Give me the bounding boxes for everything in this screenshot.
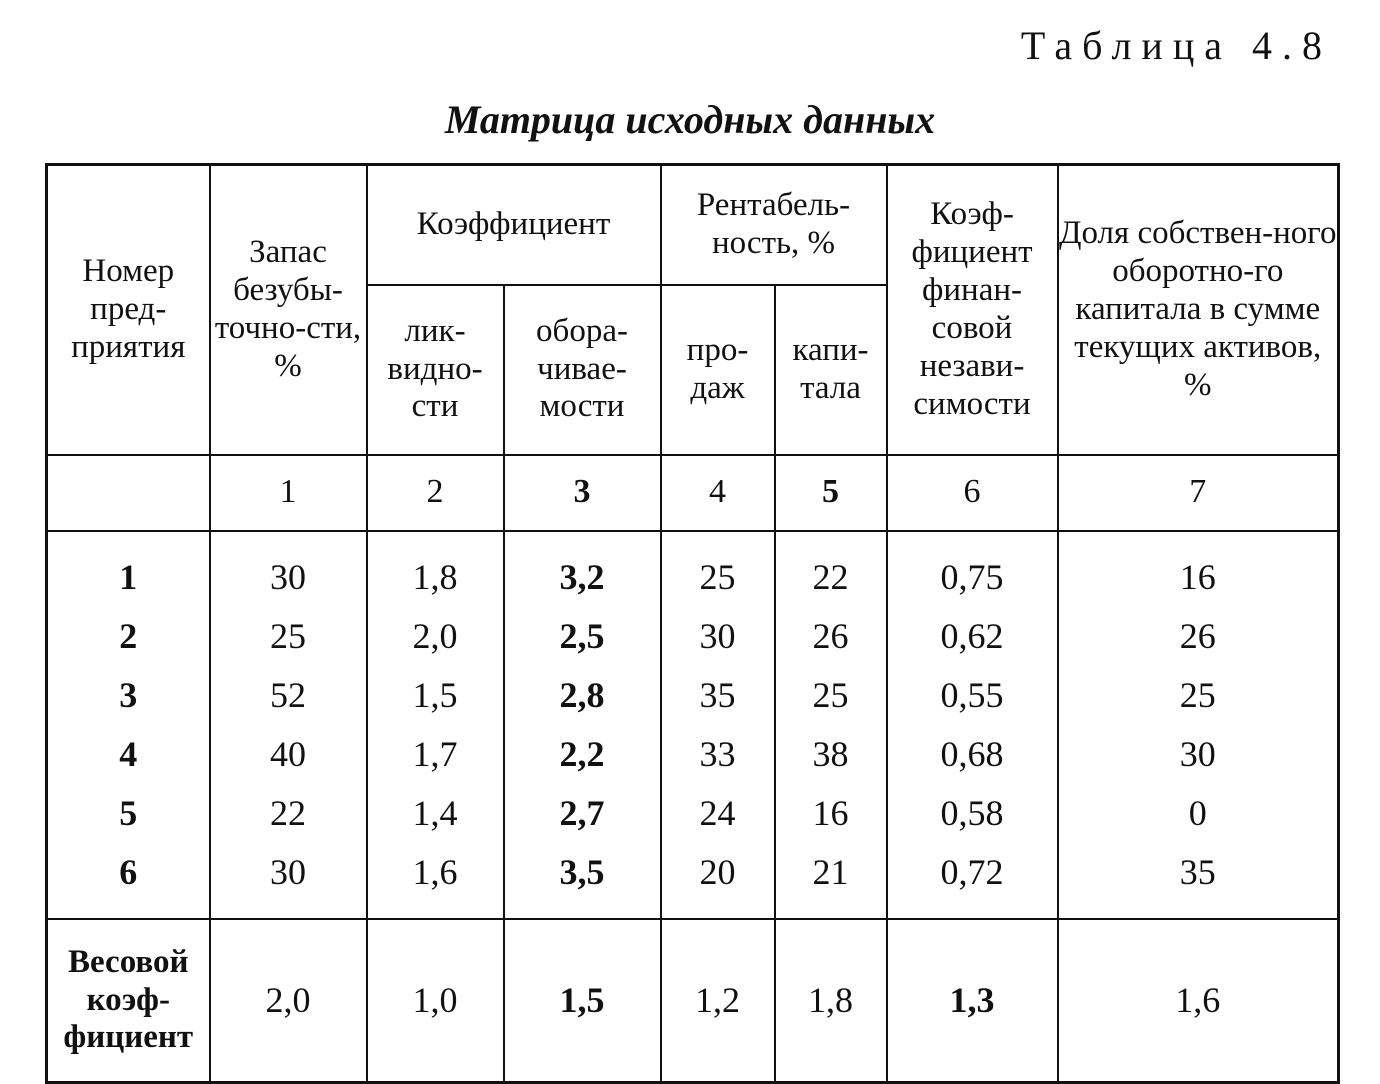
safety-margin-value: 30 [270, 851, 306, 892]
column-number: 5 [775, 455, 887, 531]
column-number-row [47, 455, 1339, 531]
column-number: 1 [210, 455, 367, 531]
liquidity-value: 1,8 [412, 556, 458, 597]
column-number-empty [47, 455, 210, 531]
weight-safety-margin: 2,0 [210, 919, 367, 1083]
safety-margin-values-cell [210, 531, 367, 919]
header-turnover: обора-чивае-мости [504, 285, 661, 455]
header-safety-margin: Запас безубы-точно-сти, % [210, 165, 367, 455]
data-matrix-table [45, 163, 1340, 1084]
turnover-value: 2,8 [559, 674, 605, 715]
independence-values-cell [887, 531, 1058, 919]
own-capital-values-cell [1058, 531, 1339, 919]
sales-values-cell [661, 531, 775, 919]
sales-profitability-value: 33 [699, 733, 736, 774]
column-number: 7 [1058, 455, 1339, 531]
column-number: 6 [887, 455, 1058, 531]
table-number-label: Таблица 4.8 [1020, 23, 1332, 68]
safety-margin-value: 40 [270, 733, 306, 774]
header-enterprise-number: Номер пред-приятия [47, 165, 210, 455]
weight-label: Весовой коэф-фициент [47, 919, 210, 1083]
independence-value: 0,68 [940, 733, 1004, 774]
capital-profitability-value: 21 [812, 851, 849, 892]
own-capital-value: 35 [1179, 851, 1216, 892]
independence-value: 0,75 [940, 556, 1004, 597]
weight-independence: 1,3 [887, 919, 1058, 1083]
liquidity-value: 1,4 [412, 792, 458, 833]
liquidity-values-cell [367, 531, 504, 919]
turnover-value: 2,5 [559, 615, 605, 656]
sales-profitability-value: 30 [699, 615, 736, 656]
capital-profitability-value: 22 [812, 556, 849, 597]
own-capital-value: 26 [1179, 615, 1216, 656]
own-capital-value: 0 [1188, 792, 1207, 833]
weight-capital: 1,8 [775, 919, 887, 1083]
weight-own-capital: 1,6 [1058, 919, 1339, 1083]
independence-value: 0,55 [940, 674, 1004, 715]
turnover-value: 3,5 [559, 851, 605, 892]
safety-margin-value: 25 [270, 615, 306, 656]
header-liquidity: лик-видно-сти [367, 285, 504, 455]
own-capital-value: 30 [1179, 733, 1216, 774]
independence-value: 0,62 [940, 615, 1004, 656]
weight-row [47, 919, 1339, 1083]
weight-liquidity: 1,0 [367, 919, 504, 1083]
enterprise-ids-cell [47, 531, 210, 919]
own-capital-value: 16 [1179, 556, 1216, 597]
turnover-value: 3,2 [559, 556, 605, 597]
enterprise-id: 1 [119, 556, 138, 597]
enterprise-id: 6 [119, 851, 138, 892]
liquidity-value: 1,7 [412, 733, 458, 774]
capital-values-cell [775, 531, 887, 919]
enterprise-id: 4 [119, 733, 138, 774]
header-capital-profitability: капи-тала [775, 285, 887, 455]
weight-sales: 1,2 [661, 919, 775, 1083]
enterprise-id: 2 [119, 615, 138, 656]
capital-profitability-value: 25 [812, 674, 849, 715]
header-profitability-group: Рентабель-ность, % [661, 165, 887, 285]
independence-value: 0,58 [940, 792, 1004, 833]
independence-value: 0,72 [940, 851, 1004, 892]
weight-turnover: 1,5 [504, 919, 661, 1083]
safety-margin-value: 30 [270, 556, 306, 597]
table-title: Матрица исходных данных [444, 97, 936, 142]
sales-profitability-value: 25 [699, 556, 736, 597]
sales-profitability-value: 20 [699, 851, 736, 892]
header-financial-independence: Коэф-фициент финан-совой незави-симости [887, 165, 1058, 455]
safety-margin-value: 52 [270, 674, 306, 715]
turnover-value: 2,2 [559, 733, 605, 774]
sales-profitability-value: 35 [699, 674, 736, 715]
column-number: 2 [367, 455, 504, 531]
liquidity-value: 2,0 [412, 615, 458, 656]
turnover-value: 2,7 [559, 792, 605, 833]
own-capital-value: 25 [1179, 674, 1216, 715]
column-number: 4 [661, 455, 775, 531]
capital-profitability-value: 16 [812, 792, 849, 833]
header-coefficient-group: Коэффициент [367, 165, 661, 285]
capital-profitability-value: 26 [812, 615, 849, 656]
safety-margin-value: 22 [270, 792, 306, 833]
turnover-values-cell [504, 531, 661, 919]
enterprise-id: 3 [119, 674, 138, 715]
header-own-working-capital: Доля собствен-ного оборотно-го капитала в сумме текущих активов, % [1058, 165, 1339, 455]
enterprise-id: 5 [119, 792, 138, 833]
header-sales-profitability: про-даж [661, 285, 775, 455]
data-rows-block [47, 531, 1339, 919]
liquidity-value: 1,5 [412, 674, 458, 715]
capital-profitability-value: 38 [812, 733, 849, 774]
column-number: 3 [504, 455, 661, 531]
sales-profitability-value: 24 [699, 792, 736, 833]
liquidity-value: 1,6 [412, 851, 458, 892]
